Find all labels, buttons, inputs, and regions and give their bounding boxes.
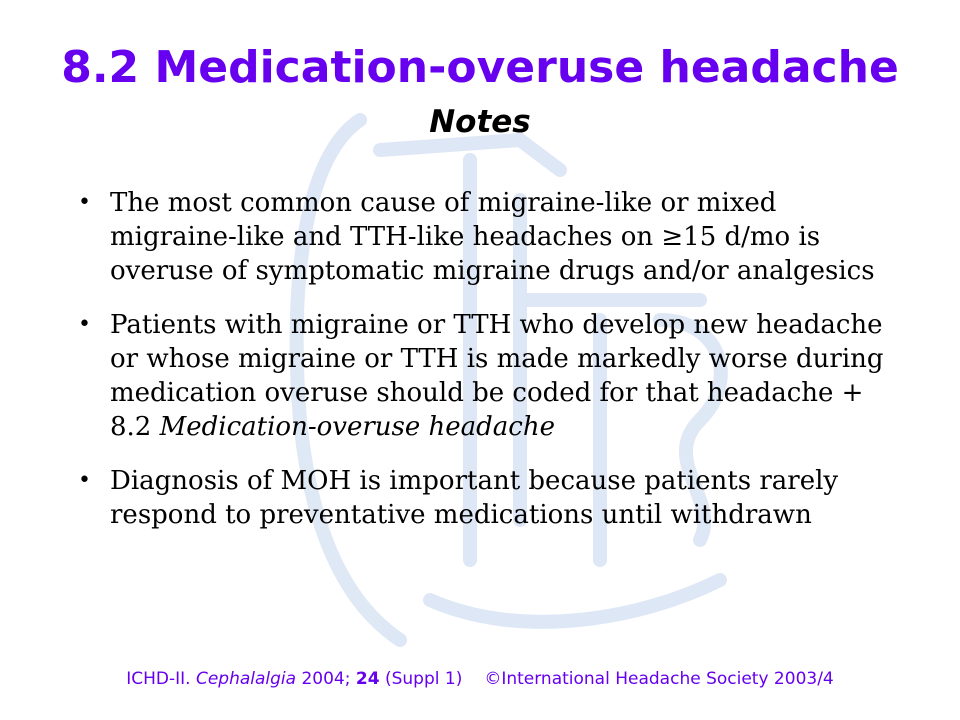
footer-journal: Cephalalgia [195,669,297,689]
footer-copyright: ©International Headache Society 2003/4 [484,669,834,689]
footer-volume: 24 [355,669,380,689]
footer-supplement: (Suppl 1) [384,669,463,689]
bullet-list [70,186,910,532]
bullet-text: The most common cause of migraine-like or mixed migraine-like and TTH-like headaches on ≥15 d/mo is overuse of symptomatic migraine drugs and/or analgesics [110,188,875,286]
bullet-dot-icon: • [78,190,91,215]
bullet-text [110,308,910,444]
bullet-dot-icon: • [78,312,91,337]
bullet-text-plain: Patients with migraine or TTH who develop new headache or whose migraine or TTH is made markedly worse during medication overuse should be coded for that headache + 8.2 [110,310,884,442]
bullet-item [70,464,910,532]
slide-footer [0,667,960,691]
bullet-text-italic: Medication-overuse headache [159,412,555,442]
bullet-item [70,186,910,288]
footer-year: 2004; [301,669,351,689]
bullet-text: Diagnosis of MOH is important because patients rarely respond to preventative medications until withdrawn [110,466,839,530]
footer-source: ICHD-II. [126,669,191,689]
bullet-item [70,308,910,444]
slide-subtitle: Notes [429,104,531,140]
bullet-dot-icon: • [78,468,91,493]
slide-title: 8.2 Medication-overuse headache [61,42,899,93]
